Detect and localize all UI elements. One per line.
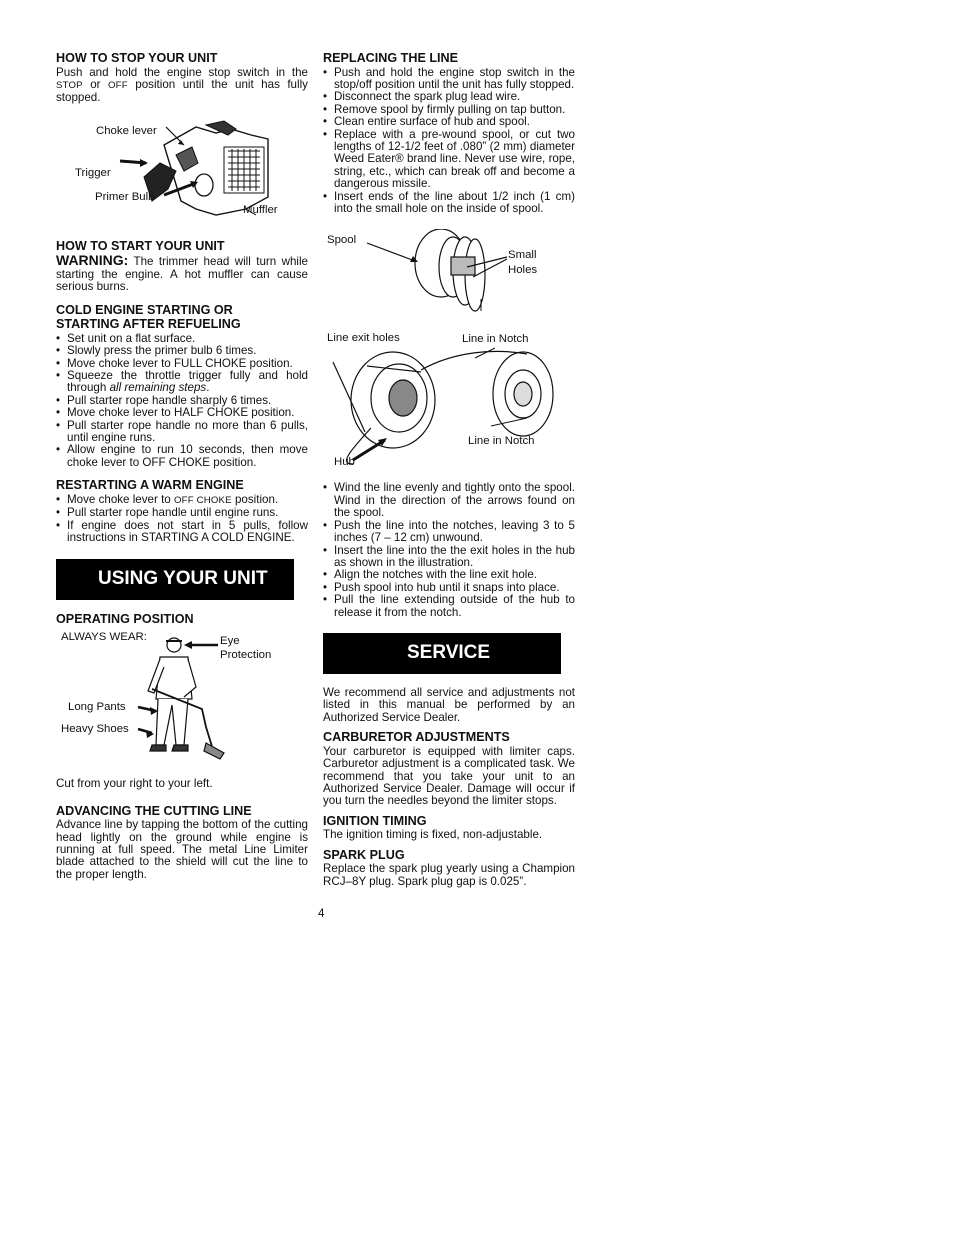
list-item: • Insert ends of the line about 1/2 inch (1 cm) into the small hole on the inside of spool.	[323, 191, 575, 216]
list-item: • Set unit on a flat surface.	[56, 333, 308, 345]
primer-label: Primer Bulb	[95, 190, 155, 203]
list-item: • Clean entire surface of hub and spool.	[323, 116, 575, 128]
exit-holes-label: Line exit holes	[327, 332, 400, 345]
list-item: • Slowly press the primer bulb 6 times.	[56, 345, 308, 357]
right-column	[323, 52, 575, 888]
stop-heading: HOW TO STOP YOUR UNIT	[56, 51, 218, 65]
engine-figure	[56, 105, 308, 235]
list-item: • Pull starter rope handle sharply 6 times.	[56, 395, 308, 407]
hub-label: Hub	[334, 456, 355, 469]
carb-heading: CARBURETOR ADJUSTMENTS	[323, 730, 510, 745]
ignition-heading: IGNITION TIMING	[323, 813, 427, 828]
list-item: • Push the line into the notches, leaving 3 to 5 inches (7 – 12 cm) unwound.	[323, 520, 575, 545]
list-item: • Allow engine to run 10 seconds, then move choke lever to OFF CHOKE position.	[56, 444, 308, 469]
list-item: • Pull starter rope handle no more than 6 pulls, until engine runs.	[56, 420, 308, 445]
list-item: • Replace with a pre-wound spool, or cut two lengths of 12-1/2 feet of .080” (2 mm) diameter Weed Eater® brand line. Never use wire, rope, string, etc., which can break off and become a dangerous missile.	[323, 129, 575, 191]
page-number: 4	[318, 907, 325, 920]
eye-label-2: Protection	[220, 649, 272, 662]
cut-direction: Cut from your right to your left.	[56, 777, 213, 791]
eye-label-1: Eye	[220, 635, 240, 648]
advancing-text: Advance line by tapping the bottom of the cutting head lightly on the ground while engine is running at full speed. The metal Line Limiter blade attached to the shield will cut the line to the proper length.	[56, 818, 308, 881]
always-wear-label: ALWAYS WEAR:	[61, 631, 147, 644]
line-notch-bottom-label: Line in Notch	[468, 435, 535, 448]
start-heading: HOW TO START YOUR UNIT	[56, 238, 225, 253]
operating-figure	[56, 627, 308, 767]
cold-list	[56, 333, 308, 469]
choke-label: Choke lever	[96, 124, 157, 137]
cold-heading-1: COLD ENGINE STARTING OR	[56, 302, 233, 317]
service-intro: We recommend all service and adjustments not listed in this manual be performed by an Authorized Service Dealer.	[323, 685, 575, 724]
spark-heading: SPARK PLUG	[323, 847, 405, 862]
start-warning: WARNING: The trimmer head will turn while starting the engine. A hot muffler can cause serious burns.	[56, 252, 309, 294]
warm-heading: RESTARTING A WARM ENGINE	[56, 478, 244, 493]
ignition-text: The ignition timing is fixed, non-adjustable.	[323, 828, 543, 842]
list-item: • Remove spool by firmly pulling on tap button.	[323, 104, 575, 116]
list-item: • Squeeze the throttle trigger fully and hold through all remaining steps.	[56, 370, 308, 395]
spool-label: Spool	[327, 234, 357, 247]
stop-text: Push and hold the engine stop switch in the STOP or OFF position until the unit has fully stopped.	[56, 65, 308, 105]
replacing-heading: REPLACING THE LINE	[323, 51, 459, 65]
spark-text: Replace the spark plug yearly using a Champion RCJ–8Y plug. Spark plug gap is 0.025”.	[323, 862, 575, 888]
line-notch-top-label: Line in Notch	[462, 333, 529, 346]
list-item: • Pull the line extending outside of the hub to release it from the notch.	[323, 594, 575, 619]
left-column	[56, 52, 308, 881]
long-pants-label: Long Pants	[68, 701, 126, 714]
list-item: • Wind the line evenly and tightly onto the spool. Wind in the direction of the arrows found on the spool.	[323, 482, 575, 519]
list-item: • Align the notches with the line exit hole.	[323, 569, 575, 581]
list-item: • If engine does not start in 5 pulls, follow instructions in STARTING A COLD ENGINE.	[56, 520, 308, 545]
trigger-label: Trigger	[75, 166, 111, 179]
cold-heading-2: STARTING AFTER REFUELING	[56, 317, 241, 332]
operating-heading: OPERATING POSITION	[56, 611, 194, 626]
spool-illustration	[323, 229, 575, 324]
winding-list	[323, 482, 575, 618]
carb-text: Your carburetor is equipped with limiter caps. Carburetor adjustment is a complicated task. We recommend that you take your unit to an Authorized Service Dealer. Damage will occur if you turn the needles beyond the limiter stops.	[323, 744, 575, 808]
advancing-heading: ADVANCING THE CUTTING LINE	[56, 803, 252, 818]
using-your-unit-banner: USING YOUR UNIT	[56, 559, 294, 600]
hub-figure	[323, 332, 575, 472]
list-item: • Insert the line into the the exit holes in the hub as shown in the illustration.	[323, 545, 575, 570]
operator-illustration	[56, 627, 308, 767]
replacing-list	[323, 67, 575, 216]
holes-label: Holes	[508, 264, 538, 277]
list-item: • Move choke lever to FULL CHOKE position.	[56, 358, 308, 370]
list-item: • Push and hold the engine stop switch in the stop/off position until the unit has fully stopped.	[323, 67, 575, 92]
list-item: • Disconnect the spark plug lead wire.	[323, 91, 575, 103]
heavy-shoes-label: Heavy Shoes	[61, 723, 129, 736]
list-item: • Move choke lever to HALF CHOKE position.	[56, 407, 308, 419]
list-item: • Move choke lever to OFF CHOKE position.	[56, 494, 308, 507]
list-item: • Pull starter rope handle until engine runs.	[56, 507, 308, 519]
list-item: • Push spool into hub until it snaps into place.	[323, 582, 575, 594]
hub-illustration	[323, 332, 575, 472]
small-label: Small	[508, 249, 537, 262]
muffler-label: Muffler	[243, 203, 278, 216]
spool-figure	[323, 229, 575, 324]
warm-list	[56, 494, 308, 545]
service-banner: SERVICE	[323, 633, 561, 674]
